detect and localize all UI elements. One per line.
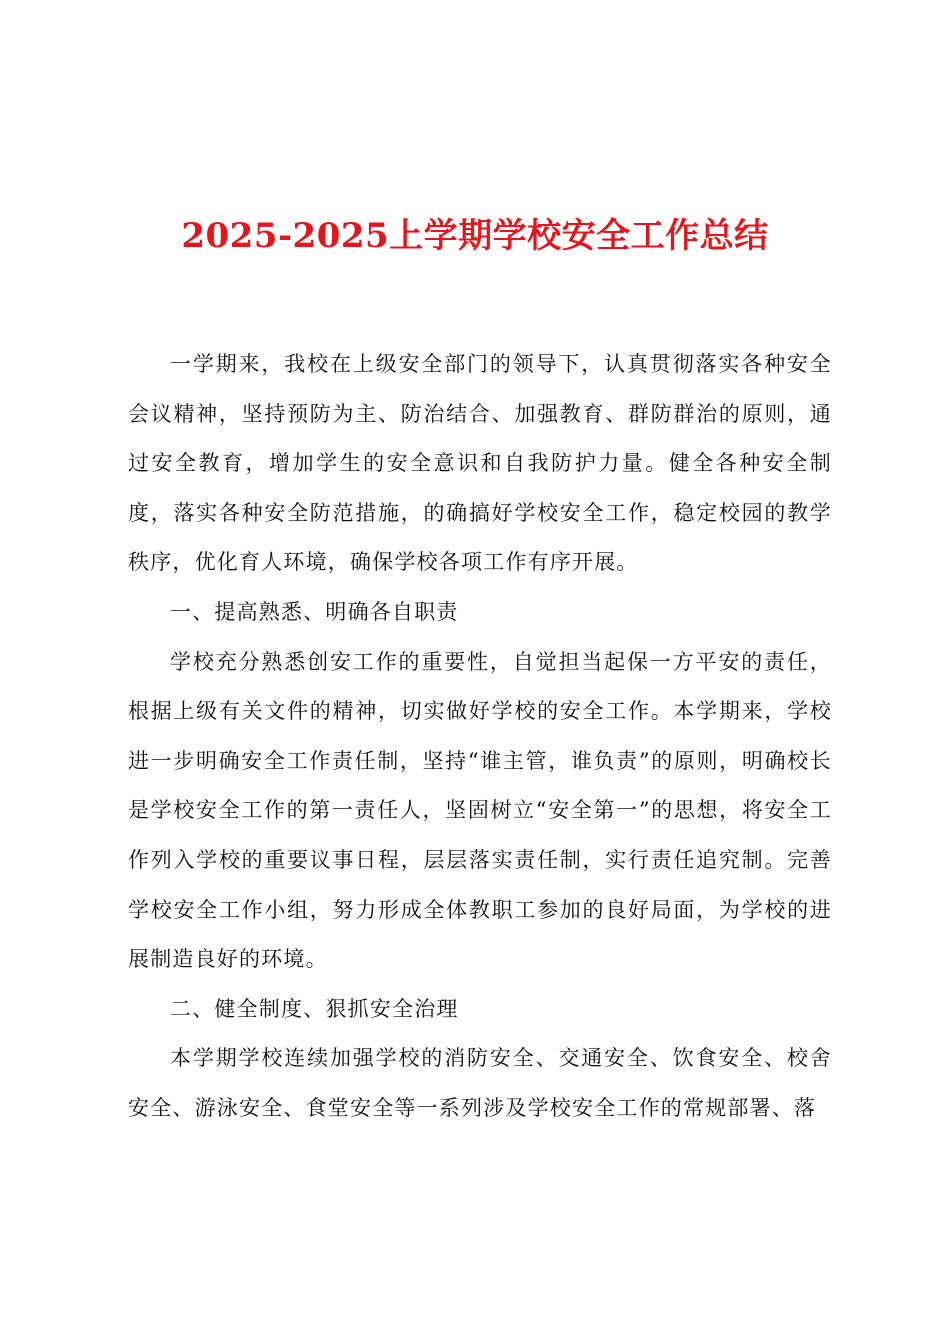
- paragraph-section-1: 学校充分熟悉创安工作的重要性，自觉担当起保一方平安的责任，根据上级有关文件的精神，切实做好学校的安全工作。本学期来，学校进一步明确安全工作责任制，坚持“谁主管，谁负责”的原则，明确校长是学校安全工作的第一责任人，坚固树立“安全第一”的思想，将安全工作列入学校的重要议事日程，层层落实责任制，实行责任追究制。完善学校安全工作小组，努力形成全体教职工参加的良好局面，为学校的进展制造良好的环境。: [128, 649, 832, 972]
- section-heading-2: 二、健全制度、狠抓安全治理: [170, 996, 459, 1021]
- paragraph-section-2: 本学期学校连续加强学校的消防安全、交通安全、饮食安全、校舍安全、游泳安全、食堂安全等一系列涉及学校安全工作的常规部署、落: [128, 1046, 832, 1120]
- document-body: [128, 340, 832, 1134]
- paragraph-intro: 一学期来，我校在上级安全部门的领导下，认真贯彻落实各种安全会议精神，坚持预防为主、防治结合、加强教育、群防群治的原则，通过安全教育，增加学生的安全意识和自我防护力量。健全各种安全制度，落实各种安全防范措施，的确搞好学校安全工作，稳定校园的教学秩序，优化育人环境，确保学校各项工作有序开展。: [128, 352, 832, 575]
- document-title: 2025-2025上学期学校安全工作总结: [181, 216, 769, 256]
- section-heading-1: 一、提高熟悉、明确各自职责: [170, 599, 459, 624]
